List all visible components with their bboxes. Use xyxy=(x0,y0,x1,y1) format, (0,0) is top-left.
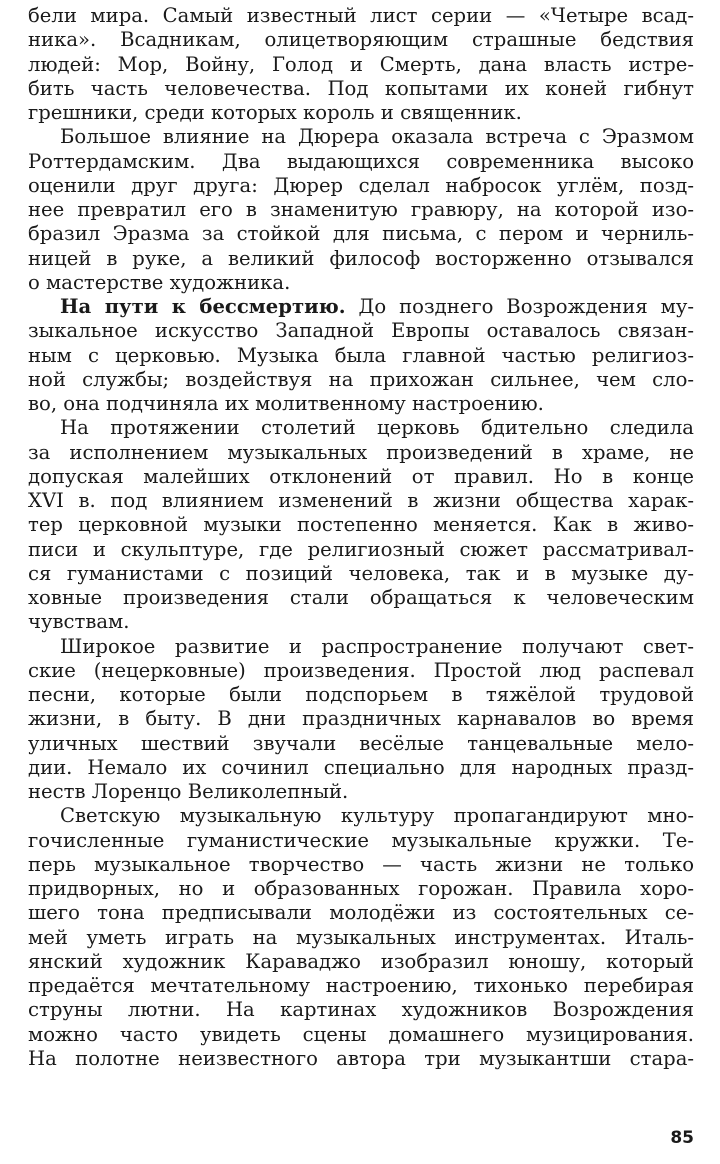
text-line: за исполнением музыкальных произведений в храме, не xyxy=(28,440,694,464)
text-line: песни, которые были подспорьем в тяжёлой трудовой xyxy=(28,683,694,706)
text-line: бразил Эразма за стойкой для письма, с пером и черниль- xyxy=(28,222,694,246)
text-line: можно часто увидеть сцены домашнего музицирования. xyxy=(28,1022,694,1046)
text-line: жизни, в быту. В дни праздничных карнавалов во время xyxy=(28,707,694,731)
text-line: струны лютни. На картинах художников Возрождения xyxy=(28,998,694,1022)
text-line: предаётся мечтательному настроению, тихонько перебирая xyxy=(28,974,694,997)
text-line: писи и скульптуре, где религиозный сюжет рассматривал- xyxy=(28,537,694,561)
text-line: чувствам. xyxy=(28,610,130,634)
text-line: перь музыкальное творчество — часть жизни не только xyxy=(28,852,694,876)
text-line: придворных, но и образованных горожан. Правила хоро- xyxy=(28,877,694,900)
paragraph xyxy=(28,4,694,125)
paragraph xyxy=(28,416,694,634)
heading-line-rest: До позднего Возрождения му- xyxy=(345,295,694,318)
text-line: ной службы; воздействуя на прихожан сильнее, чем сло- xyxy=(28,367,694,391)
text-line: о мастерстве художника. xyxy=(28,270,291,294)
text-line: ника». Всадникам, олицетворяющим страшные бедствия xyxy=(28,28,694,52)
text-line xyxy=(28,295,694,319)
text-line: уличных шествий звучали весёлые танцевальные мело- xyxy=(28,731,694,755)
section-heading: На пути к бессмертию. xyxy=(60,295,346,318)
paragraph xyxy=(28,295,694,416)
text-line: ховные произведения стали обращаться к человеческим xyxy=(28,586,694,609)
text-line: оценили друг друга: Дюрер сделал набросок углём, позд- xyxy=(28,173,694,197)
text-line: мей уметь играть на музыкальных инструментах. Италь- xyxy=(28,925,694,949)
text-line: Роттердамским. Два выдающихся современника высоко xyxy=(28,149,694,173)
paragraph xyxy=(28,635,694,805)
text-line: бить часть человечества. Под копытами их коней гибнут xyxy=(28,76,694,100)
text-line: ницей в руке, а великий философ восторженно отзывался xyxy=(28,246,694,270)
text-line: На протяжении столетий церковь бдительно следила xyxy=(60,416,694,440)
text-line: допуская малейших отклонений от правил. Но в конце xyxy=(28,464,694,488)
text-line: Светскую музыкальную культуру пропагандируют мно- xyxy=(60,804,694,828)
page-number: 85 xyxy=(670,1128,694,1148)
text-line: шего тона предписывали молодёжи из состоятельных се- xyxy=(28,901,694,925)
text-line: дии. Немало их сочинил специально для народных празд- xyxy=(28,755,694,779)
text-line: ным с церковью. Музыка была главной частью религиоз- xyxy=(28,343,694,367)
text-line: Большое влияние на Дюрера оказала встреча с Эразмом xyxy=(60,125,694,149)
paragraph xyxy=(28,125,694,295)
text-line: во, она подчиняла их молитвенному настроению. xyxy=(28,392,544,415)
text-line: тер церковной музыки постепенно меняется. Как в живо- xyxy=(28,513,694,537)
text-line: XVI в. под влиянием изменений в жизни общества харак- xyxy=(28,489,694,512)
paragraph xyxy=(28,804,694,1071)
text-line: гочисленные гуманистические музыкальные кружки. Те- xyxy=(28,828,694,852)
text-line: зыкальное искусство Западной Европы оставалось связан- xyxy=(28,319,694,343)
text-line: ся гуманистами с позиций человека, так и в музыке ду- xyxy=(28,561,694,585)
text-line: Широкое развитие и распространение получают свет- xyxy=(60,634,694,658)
body-text xyxy=(28,4,694,1071)
text-line: янский художник Караваджо изобразил юношу, который xyxy=(28,949,694,973)
text-line: бели мира. Самый известный лист серии — «Четыре всад- xyxy=(28,4,694,27)
text-line: неств Лоренцо Великолепный. xyxy=(28,780,349,803)
text-line: На полотне неизвестного автора три музыкантши стара- xyxy=(28,1046,694,1070)
text-line: нее превратил его в знаменитую гравюру, на которой изо- xyxy=(28,198,694,221)
text-line: грешники, среди которых король и священник. xyxy=(28,101,522,124)
text-line: людей: Мор, Войну, Голод и Смерть, дана власть истре- xyxy=(28,52,694,76)
text-line: ские (нецерковные) произведения. Простой люд распевал xyxy=(28,658,694,682)
